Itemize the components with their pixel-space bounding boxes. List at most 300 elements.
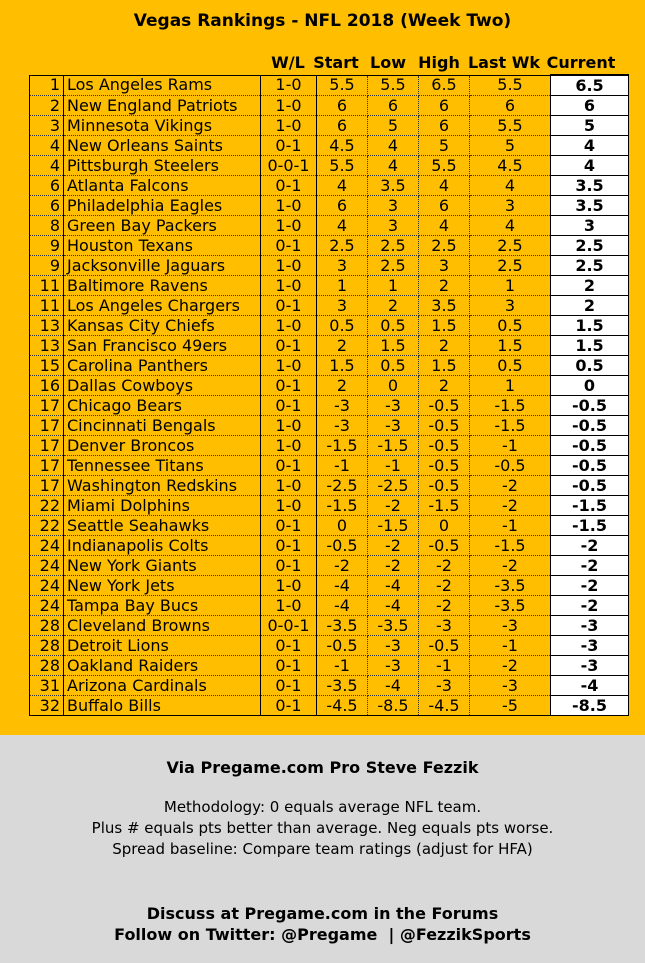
last-week-value: -3.5 (470, 576, 551, 596)
team-name: New York Giants (64, 556, 261, 576)
last-week-value: 2.5 (470, 236, 551, 256)
rank-cell: 11 (30, 296, 64, 316)
last-week-value: 2.5 (470, 256, 551, 276)
high-value: -1.5 (419, 496, 470, 516)
low-value: 1.5 (368, 336, 419, 356)
current-value: 0 (551, 376, 629, 396)
rank-cell: 24 (30, 536, 64, 556)
team-name: Arizona Cardinals (64, 676, 261, 696)
low-value: -3 (368, 636, 419, 656)
win-loss: 0-0-1 (261, 156, 317, 176)
team-name: Philadelphia Eagles (64, 196, 261, 216)
last-week-value: -1 (470, 516, 551, 536)
table-row (30, 536, 629, 556)
page-title: Vegas Rankings - NFL 2018 (Week Two) (133, 11, 512, 31)
high-value: 3 (419, 256, 470, 276)
last-week-value: -3.5 (470, 596, 551, 616)
team-name: New Orleans Saints (64, 136, 261, 156)
rank-cell: 6 (30, 176, 64, 196)
rank-cell: 13 (30, 336, 64, 356)
team-name: Atlanta Falcons (64, 176, 261, 196)
current-value: -0.5 (551, 396, 629, 416)
low-value: -1 (368, 456, 419, 476)
current-value: -1.5 (551, 496, 629, 516)
current-value: -4 (551, 676, 629, 696)
start-value: -0.5 (317, 536, 368, 556)
start-value: 0.5 (317, 316, 368, 336)
rankings-table (29, 74, 629, 716)
rank-cell: 28 (30, 616, 64, 636)
start-value: -1 (317, 656, 368, 676)
last-week-value: -3 (470, 676, 551, 696)
table-row (30, 116, 629, 136)
current-value: -3 (551, 636, 629, 656)
high-value: 2 (419, 276, 470, 296)
last-week-value: 5.5 (470, 116, 551, 136)
high-value: 1.5 (419, 356, 470, 376)
current-value: 5 (551, 116, 629, 136)
low-value: 2 (368, 296, 419, 316)
high-value: -4.5 (419, 696, 470, 716)
low-value: 6 (368, 96, 419, 116)
low-value: 1 (368, 276, 419, 296)
last-week-value: 3 (470, 296, 551, 316)
start-value: 5.5 (317, 75, 368, 96)
win-loss: 0-1 (261, 656, 317, 676)
rank-cell: 11 (30, 276, 64, 296)
current-value: 4 (551, 156, 629, 176)
low-value: 3 (368, 216, 419, 236)
current-value: -0.5 (551, 416, 629, 436)
start-value: 2 (317, 376, 368, 396)
header-low: Low (370, 53, 406, 72)
low-value: -3 (368, 416, 419, 436)
last-week-value: 3 (470, 196, 551, 216)
team-name: Los Angeles Rams (64, 75, 261, 96)
low-value: -1.5 (368, 436, 419, 456)
table-row (30, 396, 629, 416)
team-name: Miami Dolphins (64, 496, 261, 516)
win-loss: 1-0 (261, 75, 317, 96)
source-credit: Via Pregame.com Pro Steve Fezzik (166, 758, 479, 777)
low-value: -4 (368, 676, 419, 696)
rank-cell: 17 (30, 456, 64, 476)
rank-cell: 31 (30, 676, 64, 696)
high-value: 2 (419, 376, 470, 396)
low-value: 3.5 (368, 176, 419, 196)
current-value: -0.5 (551, 476, 629, 496)
team-name: New York Jets (64, 576, 261, 596)
low-value: -3 (368, 396, 419, 416)
win-loss: 0-1 (261, 176, 317, 196)
current-value: -2 (551, 596, 629, 616)
high-value: 6 (419, 116, 470, 136)
rank-cell: 1 (30, 75, 64, 96)
last-week-value: 5 (470, 136, 551, 156)
team-name: New England Patriots (64, 96, 261, 116)
last-week-value: -2 (470, 496, 551, 516)
start-value: -2.5 (317, 476, 368, 496)
last-week-value: -5 (470, 696, 551, 716)
win-loss: 1-0 (261, 596, 317, 616)
header-wl: W/L (271, 53, 305, 72)
start-value: 2 (317, 336, 368, 356)
current-value: 6.5 (551, 75, 629, 96)
discussion-info (0, 903, 645, 945)
table-row (30, 696, 629, 716)
current-value: -0.5 (551, 436, 629, 456)
methodology-line: Spread baseline: Compare team ratings (adjust for HFA) (112, 840, 533, 858)
team-name: San Francisco 49ers (64, 336, 261, 356)
rank-cell: 15 (30, 356, 64, 376)
start-value: 1.5 (317, 356, 368, 376)
last-week-value: 4 (470, 216, 551, 236)
rank-cell: 9 (30, 236, 64, 256)
table-row (30, 456, 629, 476)
last-week-value: -3 (470, 616, 551, 636)
rank-cell: 28 (30, 656, 64, 676)
table-row (30, 356, 629, 376)
high-value: -0.5 (419, 636, 470, 656)
team-name: Cincinnati Bengals (64, 416, 261, 436)
header-current: Current (546, 53, 616, 72)
team-name: Cleveland Browns (64, 616, 261, 636)
last-week-value: -0.5 (470, 456, 551, 476)
high-value: 3.5 (419, 296, 470, 316)
last-week-value: -2 (470, 476, 551, 496)
rank-cell: 17 (30, 396, 64, 416)
rank-cell: 4 (30, 136, 64, 156)
start-value: 4.5 (317, 136, 368, 156)
current-value: 2.5 (551, 236, 629, 256)
last-week-value: -2 (470, 556, 551, 576)
start-value: -4 (317, 596, 368, 616)
low-value: 0 (368, 376, 419, 396)
last-week-value: 4 (470, 176, 551, 196)
high-value: -0.5 (419, 456, 470, 476)
table-row (30, 216, 629, 236)
rank-cell: 6 (30, 196, 64, 216)
win-loss: 1-0 (261, 576, 317, 596)
team-name: Chicago Bears (64, 396, 261, 416)
last-week-value: 0.5 (470, 316, 551, 336)
table-row (30, 176, 629, 196)
low-value: -2 (368, 496, 419, 516)
rank-cell: 17 (30, 476, 64, 496)
current-value: 2.5 (551, 256, 629, 276)
table-row (30, 75, 629, 96)
table-row (30, 556, 629, 576)
start-value: -0.5 (317, 636, 368, 656)
low-value: 4 (368, 136, 419, 156)
table-row (30, 376, 629, 396)
table-row (30, 96, 629, 116)
methodology-line: Plus # equals pts better than average. Neg equals pts worse. (91, 819, 554, 837)
last-week-value: 1 (470, 276, 551, 296)
last-week-value: -1.5 (470, 416, 551, 436)
rank-cell: 9 (30, 256, 64, 276)
win-loss: 0-1 (261, 696, 317, 716)
win-loss: 1-0 (261, 276, 317, 296)
high-value: 5.5 (419, 156, 470, 176)
high-value: -3 (419, 676, 470, 696)
last-week-value: -1.5 (470, 396, 551, 416)
header-high: High (418, 53, 460, 72)
high-value: -0.5 (419, 436, 470, 456)
rank-cell: 3 (30, 116, 64, 136)
current-value: 1.5 (551, 336, 629, 356)
rank-cell: 16 (30, 376, 64, 396)
high-value: 6 (419, 196, 470, 216)
rank-cell: 2 (30, 96, 64, 116)
win-loss: 0-1 (261, 136, 317, 156)
high-value: -0.5 (419, 536, 470, 556)
low-value: -1.5 (368, 516, 419, 536)
high-value: 6.5 (419, 75, 470, 96)
start-value: -1.5 (317, 496, 368, 516)
start-value: 4 (317, 216, 368, 236)
high-value: 2 (419, 336, 470, 356)
header-start: Start (313, 53, 359, 72)
last-week-value: 5.5 (470, 75, 551, 96)
current-value: 3.5 (551, 196, 629, 216)
table-row (30, 656, 629, 676)
team-name: Detroit Lions (64, 636, 261, 656)
team-name: Los Angeles Chargers (64, 296, 261, 316)
twitter-follow[interactable]: Follow on Twitter: @Pregame | @FezzikSports (114, 925, 531, 944)
current-value: 0.5 (551, 356, 629, 376)
win-loss: 1-0 (261, 496, 317, 516)
current-value: -2 (551, 556, 629, 576)
team-name: Houston Texans (64, 236, 261, 256)
win-loss: 0-1 (261, 536, 317, 556)
low-value: 0.5 (368, 316, 419, 336)
win-loss: 1-0 (261, 216, 317, 236)
team-name: Tampa Bay Bucs (64, 596, 261, 616)
rank-cell: 8 (30, 216, 64, 236)
current-value: 3.5 (551, 176, 629, 196)
team-name: Green Bay Packers (64, 216, 261, 236)
methodology-text (0, 797, 645, 860)
table-row (30, 676, 629, 696)
team-name: Seattle Seahawks (64, 516, 261, 536)
current-value: 6 (551, 96, 629, 116)
low-value: -2 (368, 556, 419, 576)
header-last-week: Last Wk (467, 53, 541, 72)
table-row (30, 436, 629, 456)
win-loss: 0-0-1 (261, 616, 317, 636)
high-value: 1.5 (419, 316, 470, 336)
high-value: 0 (419, 516, 470, 536)
team-name: Baltimore Ravens (64, 276, 261, 296)
last-week-value: -2 (470, 656, 551, 676)
current-value: -3 (551, 656, 629, 676)
rank-cell: 22 (30, 516, 64, 536)
discuss-forum-link[interactable]: Discuss at Pregame.com in the Forums (146, 904, 499, 923)
table-row (30, 416, 629, 436)
current-value: 4 (551, 136, 629, 156)
start-value: -3.5 (317, 616, 368, 636)
last-week-value: 6 (470, 96, 551, 116)
start-value: -1.5 (317, 436, 368, 456)
team-name: Carolina Panthers (64, 356, 261, 376)
column-headers (0, 53, 645, 73)
team-name: Indianapolis Colts (64, 536, 261, 556)
win-loss: 0-1 (261, 396, 317, 416)
start-value: 6 (317, 96, 368, 116)
start-value: -4.5 (317, 696, 368, 716)
low-value: -8.5 (368, 696, 419, 716)
win-loss: 0-1 (261, 236, 317, 256)
low-value: 0.5 (368, 356, 419, 376)
win-loss: 0-1 (261, 636, 317, 656)
table-row (30, 136, 629, 156)
high-value: 4 (419, 176, 470, 196)
team-name: Pittsburgh Steelers (64, 156, 261, 176)
last-week-value: 1 (470, 376, 551, 396)
team-name: Jacksonville Jaguars (64, 256, 261, 276)
high-value: 6 (419, 96, 470, 116)
win-loss: 1-0 (261, 256, 317, 276)
low-value: 2.5 (368, 256, 419, 276)
last-week-value: 1.5 (470, 336, 551, 356)
rank-cell: 24 (30, 556, 64, 576)
win-loss: 1-0 (261, 316, 317, 336)
last-week-value: -1.5 (470, 536, 551, 556)
start-value: 6 (317, 116, 368, 136)
win-loss: 0-1 (261, 556, 317, 576)
win-loss: 1-0 (261, 436, 317, 456)
table-row (30, 496, 629, 516)
win-loss: 0-1 (261, 376, 317, 396)
team-name: Denver Broncos (64, 436, 261, 456)
start-value: -3 (317, 416, 368, 436)
start-value: 1 (317, 276, 368, 296)
high-value: -2 (419, 596, 470, 616)
win-loss: 0-1 (261, 336, 317, 356)
start-value: -1 (317, 456, 368, 476)
start-value: -3 (317, 396, 368, 416)
high-value: -2 (419, 576, 470, 596)
table-row (30, 336, 629, 356)
win-loss: 1-0 (261, 96, 317, 116)
table-row (30, 476, 629, 496)
team-name: Kansas City Chiefs (64, 316, 261, 336)
current-value: 2 (551, 276, 629, 296)
high-value: 4 (419, 216, 470, 236)
table-row (30, 516, 629, 536)
table-row (30, 316, 629, 336)
win-loss: 0-1 (261, 516, 317, 536)
high-value: 5 (419, 136, 470, 156)
rank-cell: 24 (30, 596, 64, 616)
last-week-value: 4.5 (470, 156, 551, 176)
start-value: 0 (317, 516, 368, 536)
team-name: Washington Redskins (64, 476, 261, 496)
rank-cell: 32 (30, 696, 64, 716)
low-value: -3.5 (368, 616, 419, 636)
current-value: -2 (551, 536, 629, 556)
low-value: 3 (368, 196, 419, 216)
table-row (30, 256, 629, 276)
start-value: -2 (317, 556, 368, 576)
start-value: 3 (317, 256, 368, 276)
last-week-value: -1 (470, 436, 551, 456)
low-value: -3 (368, 656, 419, 676)
high-value: -0.5 (419, 396, 470, 416)
win-loss: 0-1 (261, 296, 317, 316)
rank-cell: 13 (30, 316, 64, 336)
win-loss: 1-0 (261, 116, 317, 136)
win-loss: 1-0 (261, 196, 317, 216)
low-value: 5.5 (368, 75, 419, 96)
rank-cell: 28 (30, 636, 64, 656)
start-value: 2.5 (317, 236, 368, 256)
table-row (30, 236, 629, 256)
rank-cell: 22 (30, 496, 64, 516)
start-value: 4 (317, 176, 368, 196)
table-row (30, 196, 629, 216)
high-value: -1 (419, 656, 470, 676)
high-value: -2 (419, 556, 470, 576)
rank-cell: 4 (30, 156, 64, 176)
rank-cell: 17 (30, 416, 64, 436)
win-loss: 0-1 (261, 676, 317, 696)
high-value: 2.5 (419, 236, 470, 256)
current-value: -0.5 (551, 456, 629, 476)
start-value: 3 (317, 296, 368, 316)
start-value: 5.5 (317, 156, 368, 176)
table-row (30, 636, 629, 656)
low-value: -4 (368, 576, 419, 596)
current-value: -2 (551, 576, 629, 596)
low-value: -2.5 (368, 476, 419, 496)
current-value: 2 (551, 296, 629, 316)
current-value: 3 (551, 216, 629, 236)
current-value: 1.5 (551, 316, 629, 336)
rank-cell: 17 (30, 436, 64, 456)
high-value: -0.5 (419, 476, 470, 496)
current-value: -1.5 (551, 516, 629, 536)
last-week-value: 0.5 (470, 356, 551, 376)
table-row (30, 156, 629, 176)
last-week-value: -1 (470, 636, 551, 656)
win-loss: 1-0 (261, 416, 317, 436)
high-value: -3 (419, 616, 470, 636)
rank-cell: 24 (30, 576, 64, 596)
table-row (30, 596, 629, 616)
table-row (30, 616, 629, 636)
team-name: Oakland Raiders (64, 656, 261, 676)
team-name: Tennessee Titans (64, 456, 261, 476)
current-value: -3 (551, 616, 629, 636)
low-value: 4 (368, 156, 419, 176)
table-row (30, 276, 629, 296)
low-value: 5 (368, 116, 419, 136)
win-loss: 1-0 (261, 476, 317, 496)
methodology-line: Methodology: 0 equals average NFL team. (163, 798, 482, 816)
team-name: Buffalo Bills (64, 696, 261, 716)
low-value: -4 (368, 596, 419, 616)
high-value: -0.5 (419, 416, 470, 436)
table-row (30, 296, 629, 316)
low-value: 2.5 (368, 236, 419, 256)
low-value: -2 (368, 536, 419, 556)
start-value: 6 (317, 196, 368, 216)
footer-panel (0, 735, 645, 963)
table-row (30, 576, 629, 596)
team-name: Dallas Cowboys (64, 376, 261, 396)
